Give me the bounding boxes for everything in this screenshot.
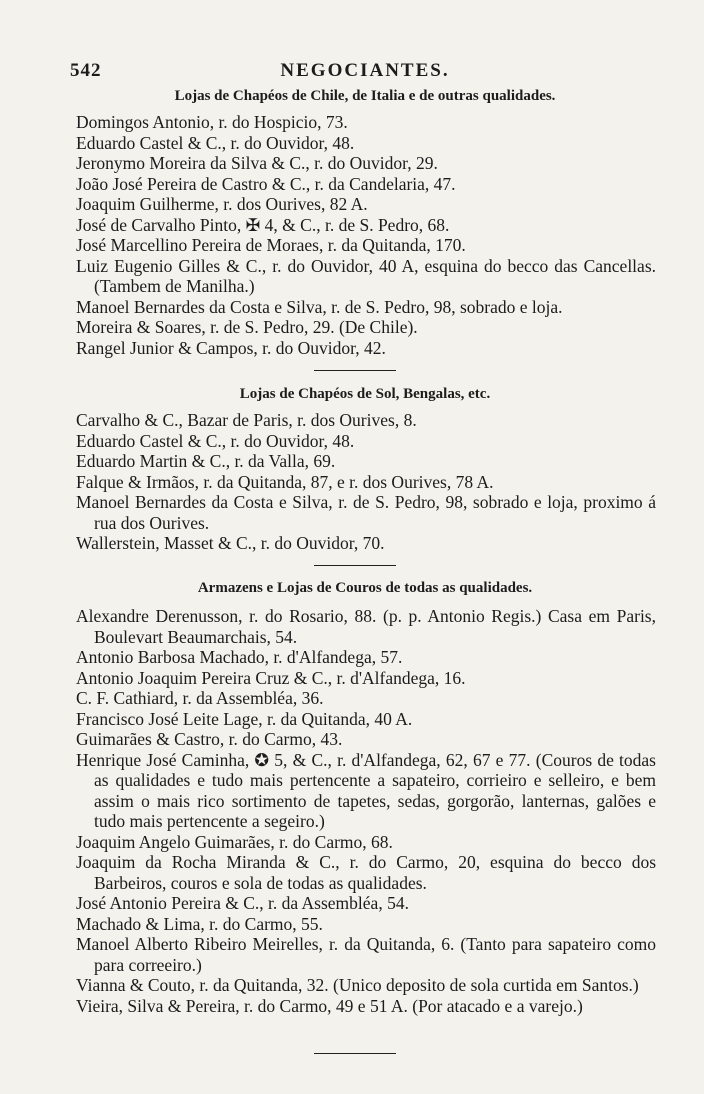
section-divider [314,1053,396,1054]
running-title: NEGOCIANTES. [280,60,450,81]
list-item: Rangel Junior & Campos, r. do Ouvidor, 42. [76,337,386,358]
list-item: Vieira, Silva & Pereira, r. do Carmo, 49 e 51 A. (Por atacado e a varejo.) [76,995,583,1016]
list-item: Joaquim da Rocha Miranda & C., r. do Carmo, 20, esquina do becco dos Barbeiros, couros e sola de todas as qualidades. [76,852,656,893]
list-item: Wallerstein, Masset & C., r. do Ouvidor, 70. [76,533,385,553]
list-item: C. F. Cathiard, r. da Assembléa, 36. [76,688,324,708]
list-item: Guimarães & Castro, r. do Carmo, 43. [76,729,343,749]
section-title-couros: Armazens e Lojas de Couros de todas as qualidades. [197,580,533,596]
list-item: Henrique José Caminha, ✪ 5, & C., r. d'Alfandega, 62, 67 e 77. (Couros de todas as qualidades e tudo mais pertencente a sapateiro, corrieiro e selleiro, e bem assim o mais rico sortimento de tapetes, sedas, gorgorão, lanternas, galões e tudo mais pertencente a segeiro.) [76,749,656,831]
section-list-chapeos-sol [76,410,656,554]
list-item: José de Carvalho Pinto, ✠ 4, & C., r. de S. Pedro, 68. [76,214,450,235]
list-item: Manoel Bernardes da Costa e Silva, r. de S. Pedro, 98, sobrado e loja, proximo á rua dos Ourives. [76,492,656,533]
list-item: Antonio Joaquim Pereira Cruz & C., r. d'Alfandega, 16. [76,667,466,688]
list-item: Domingos Antonio, r. do Hospicio, 73. [76,112,348,132]
list-item: Vianna & Couto, r. da Quitanda, 32. (Unico deposito de sola curtida em Santos.) [76,975,639,995]
list-item: Eduardo Castel & C., r. do Ouvidor, 48. [76,430,355,451]
list-item: Carvalho & C., Bazar de Paris, r. dos Ourives, 8. [76,410,417,430]
section-list-chapeos-chile [76,112,656,358]
list-item: Eduardo Martin & C., r. da Valla, 69. [76,451,336,471]
list-item: Manoel Alberto Ribeiro Meirelles, r. da Quitanda, 6. (Tanto para sapateiro como para correeiro.) [76,934,656,975]
list-item: João José Pereira de Castro & C., r. da Candelaria, 47. [76,173,456,194]
list-item: Luiz Eugenio Gilles & C., r. do Ouvidor, 40 A, esquina do becco das Cancellas. (Tambem de Manilha.) [76,255,656,296]
section-title-chapeos-chile: Lojas de Chapéos de Chile, de Italia e de outras qualidades. [174,88,556,104]
section-list-couros [76,606,656,1016]
list-item: Jeronymo Moreira da Silva & C., r. do Ouvidor, 29. [76,153,438,173]
page-number: 542 [70,60,102,81]
list-item: Francisco José Leite Lage, r. da Quitanda, 40 A. [76,708,413,729]
list-item: Eduardo Castel & C., r. do Ouvidor, 48. [76,132,355,153]
list-item: Machado & Lima, r. do Carmo, 55. [76,913,323,934]
page-header [70,56,660,86]
list-item: Moreira & Soares, r. de S. Pedro, 29. (De Chile). [76,317,418,337]
list-item: José Antonio Pereira & C., r. da Assembléa, 54. [76,893,409,913]
list-item: Alexandre Derenusson, r. do Rosario, 88. (p. p. Antonio Regis.) Casa em Paris, Boulevart Beaumarchais, 54. [76,606,656,647]
list-item: Manoel Bernardes da Costa e Silva, r. de S. Pedro, 98, sobrado e loja. [76,296,563,317]
list-item: José Marcellino Pereira de Moraes, r. da Quitanda, 170. [76,235,466,255]
list-item: Antonio Barbosa Machado, r. d'Alfandega, 57. [76,647,403,667]
section-divider [314,370,396,371]
section-divider [314,565,396,566]
list-item: Joaquim Guilherme, r. dos Ourives, 82 A. [76,194,368,214]
list-item: Falque & Irmãos, r. da Quitanda, 87, e r. dos Ourives, 78 A. [76,471,494,492]
section-title-chapeos-sol: Lojas de Chapéos de Sol, Bengalas, etc. [239,386,491,402]
list-item: Joaquim Angelo Guimarães, r. do Carmo, 68. [76,831,393,852]
